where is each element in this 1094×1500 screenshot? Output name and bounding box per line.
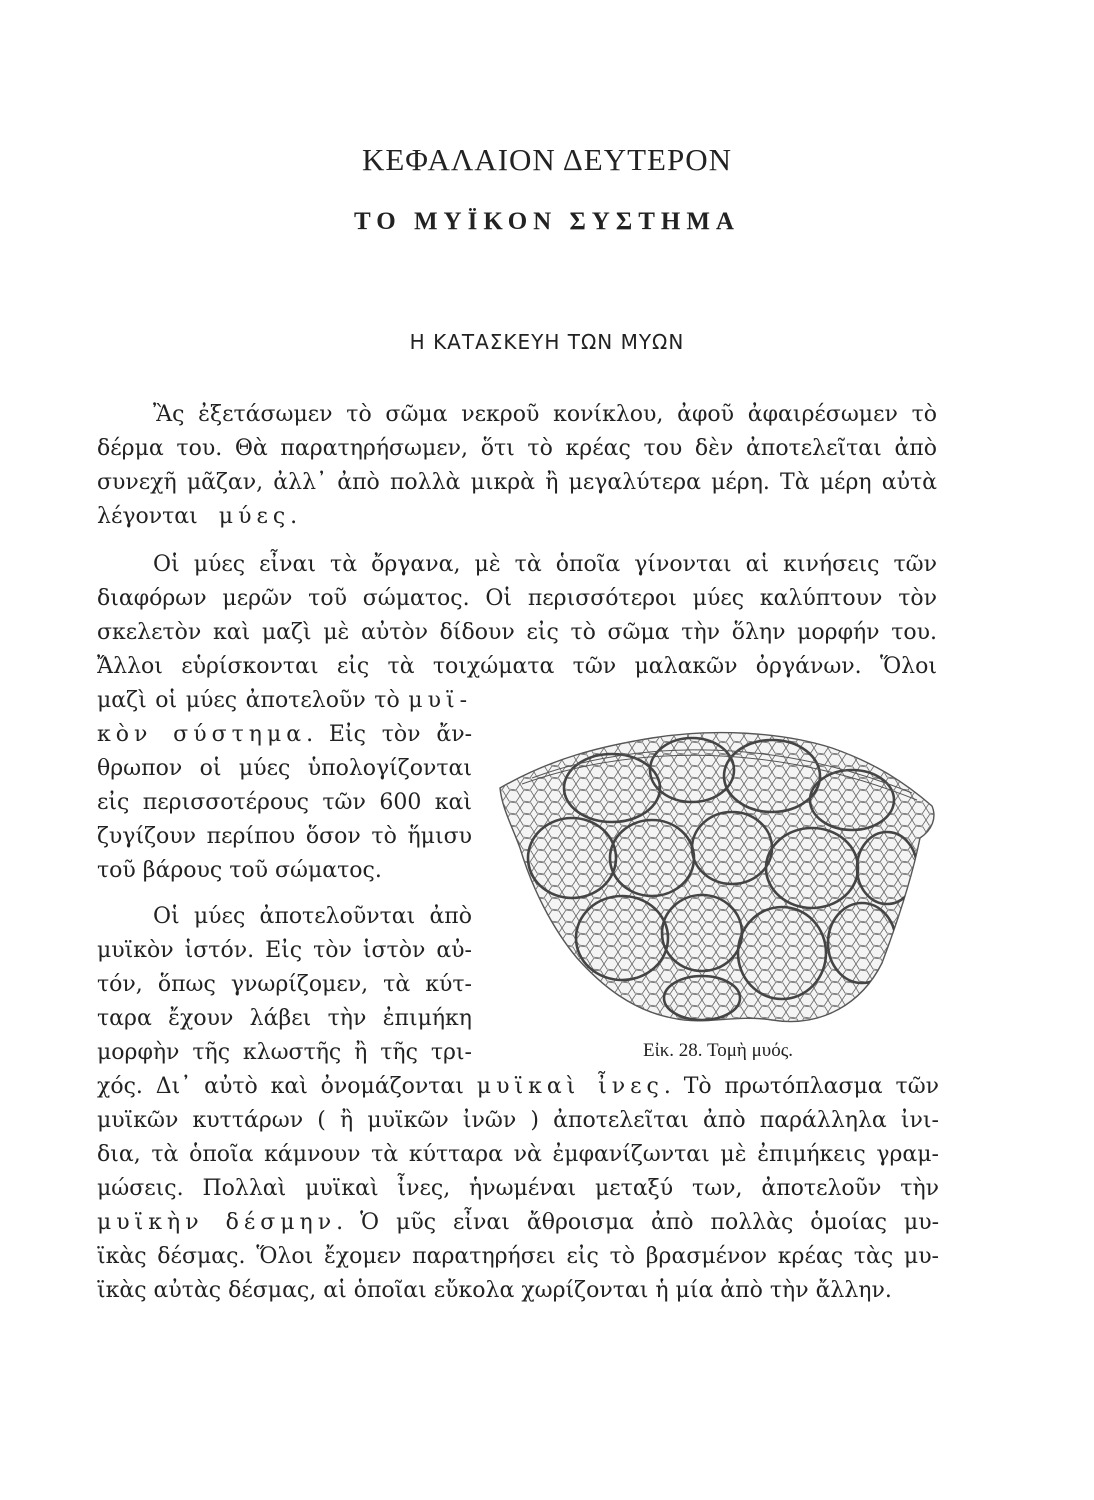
text-fragment: . Ὁ μῦς εἶναι ἄθροισμα ἀπὸ πολλὰς ὁμοίας μυ- [336, 1210, 940, 1235]
text-line: Ἂς ἐξετάσωμεν τὸ σῶμα νεκροῦ κονίκλου, ἀφοῦ ἀφαιρέσωμεν τὸ [153, 402, 937, 427]
text-line: Οἱ μύες ἀποτελοῦνται ἀπὸ [153, 904, 472, 929]
text-line [97, 500, 937, 534]
text-line: ζυγίζουν περίπου ὅσον τὸ ἥμισυ [97, 824, 472, 849]
text-line: συνεχῆ μᾶζαν, ἀλλ᾽ ἀπὸ πολλὰ μικρὰ ἢ μεγαλύτερα μέρη. Τὰ μέρη αὐτὰ [97, 470, 937, 495]
text-line: σκελετὸν καὶ μαζὶ μὲ αὐτὸν δίδουν εἰς τὸ σῶμα τὴν ὅλην μορφήν του. [97, 620, 937, 645]
text-line: Οἱ μύες εἶναι τὰ ὄργανα, μὲ τὰ ὁποῖα γίνονται αἱ κινήσεις τῶν [153, 552, 937, 577]
figure-caption: Εἰκ. 28. Τομὴ μυός. [643, 1040, 793, 1061]
text-line: ταρα ἔχουν λάβει τὴν ἐπιμήκη [97, 1006, 472, 1031]
text-line: διαφόρων μερῶν τοῦ σώματος. Οἱ περισσότεροι μύες καλύπτουν τὸν [97, 586, 937, 611]
text-line: Ἄλλοι εὑρίσκονται εἰς τὰ τοιχώματα τῶν μαλακῶν ὀργάνων. Ὅλοι [97, 654, 937, 679]
text-fragment: χός. Δι᾽ αὐτὸ καὶ ὀνομάζονται [97, 1074, 477, 1099]
emphasized-term: μυϊκὴν δέσμην [97, 1210, 337, 1235]
text-line: δια, τὰ ὁποῖα κάμνουν τὰ κύτταρα νὰ ἐμφανίζωνται μὲ ἐπιμήκεις γραμ- [97, 1142, 939, 1167]
emphasized-term: κὸν σύστημα [97, 722, 307, 747]
text-line: ϊκὰς δέσμας. Ὅλοι ἔχομεν παρατηρήσει εἰς τὸ βρασμένον κρέας τὰς μυ- [97, 1244, 939, 1269]
chapter-title: ΚΕΦΑΛΑΙΟΝ ΔΕΥΤΕΡΟΝ [361, 142, 733, 177]
text-fragment: μαζὶ οἱ μύες ἀποτελοῦν τὸ [97, 688, 409, 713]
text-fragment: . Τὸ πρωτόπλασμα τῶν [663, 1074, 940, 1099]
text-line [97, 718, 472, 752]
paragraph-1 [97, 398, 937, 534]
muscle-section-illustration [492, 718, 942, 1036]
muscle-section-figure [492, 718, 942, 1036]
text-line [97, 1206, 939, 1240]
text-line: εἰς περισσοτέρους τῶν 600 καὶ [97, 790, 472, 815]
emphasized-term: μυϊ- [408, 688, 472, 713]
section-title: ΤΟ ΜΥΪΚΟΝ ΣΥΣΤΗΜΑ [354, 208, 740, 235]
text-line: μορφὴν τῆς κλωστῆς ἢ τῆς τρι- [97, 1040, 472, 1065]
paragraph-3 [97, 1070, 939, 1308]
paragraph-3-narrow [97, 900, 472, 1070]
text-line: μυϊκὸν ἱστόν. Εἰς τὸν ἱστὸν αὐ- [97, 938, 472, 963]
text-line: μυϊκῶν κυττάρων ( ἢ μυϊκῶν ἰνῶν ) ἀποτελεῖται ἀπὸ παράλληλα ἰνι- [97, 1108, 939, 1133]
text-line: δέρμα του. Θὰ παρατηρήσωμεν, ὅτι τὸ κρέας του δὲν ἀποτελεῖται ἀπὸ [97, 436, 937, 461]
paragraph-2 [97, 548, 937, 684]
text-line [97, 684, 472, 718]
subsection-title: Η ΚΑΤΑΣΚΕΥΗ ΤΩΝ ΜΥΩΝ [409, 330, 685, 354]
paragraph-2-narrow [97, 684, 472, 888]
text-line: μώσεις. Πολλαὶ μυϊκαὶ ἶνες, ἡνωμέναι μεταξύ των, ἀποτελοῦν τὴν [97, 1176, 939, 1201]
text-fragment: . Εἰς τὸν ἄν- [306, 722, 473, 747]
emphasized-term: μυϊκαὶ ἶνες [476, 1074, 664, 1099]
text-line: ϊκὰς αὐτὰς δέσμας, αἱ ὁποῖαι εὔκολα χωρίζονται ἡ μία ἀπὸ τὴν ἄλλην. [97, 1278, 892, 1303]
emphasized-term: μύες. [218, 504, 303, 529]
text-fragment: λέγονται [97, 504, 205, 529]
text-line: τόν, ὅπως γνωρίζομεν, τὰ κύτ- [97, 972, 472, 997]
text-line [97, 1070, 939, 1104]
text-line: θρωπον οἱ μύες ὑπολογίζονται [97, 756, 472, 781]
text-line: τοῦ βάρους τοῦ σώματος. [97, 858, 382, 883]
